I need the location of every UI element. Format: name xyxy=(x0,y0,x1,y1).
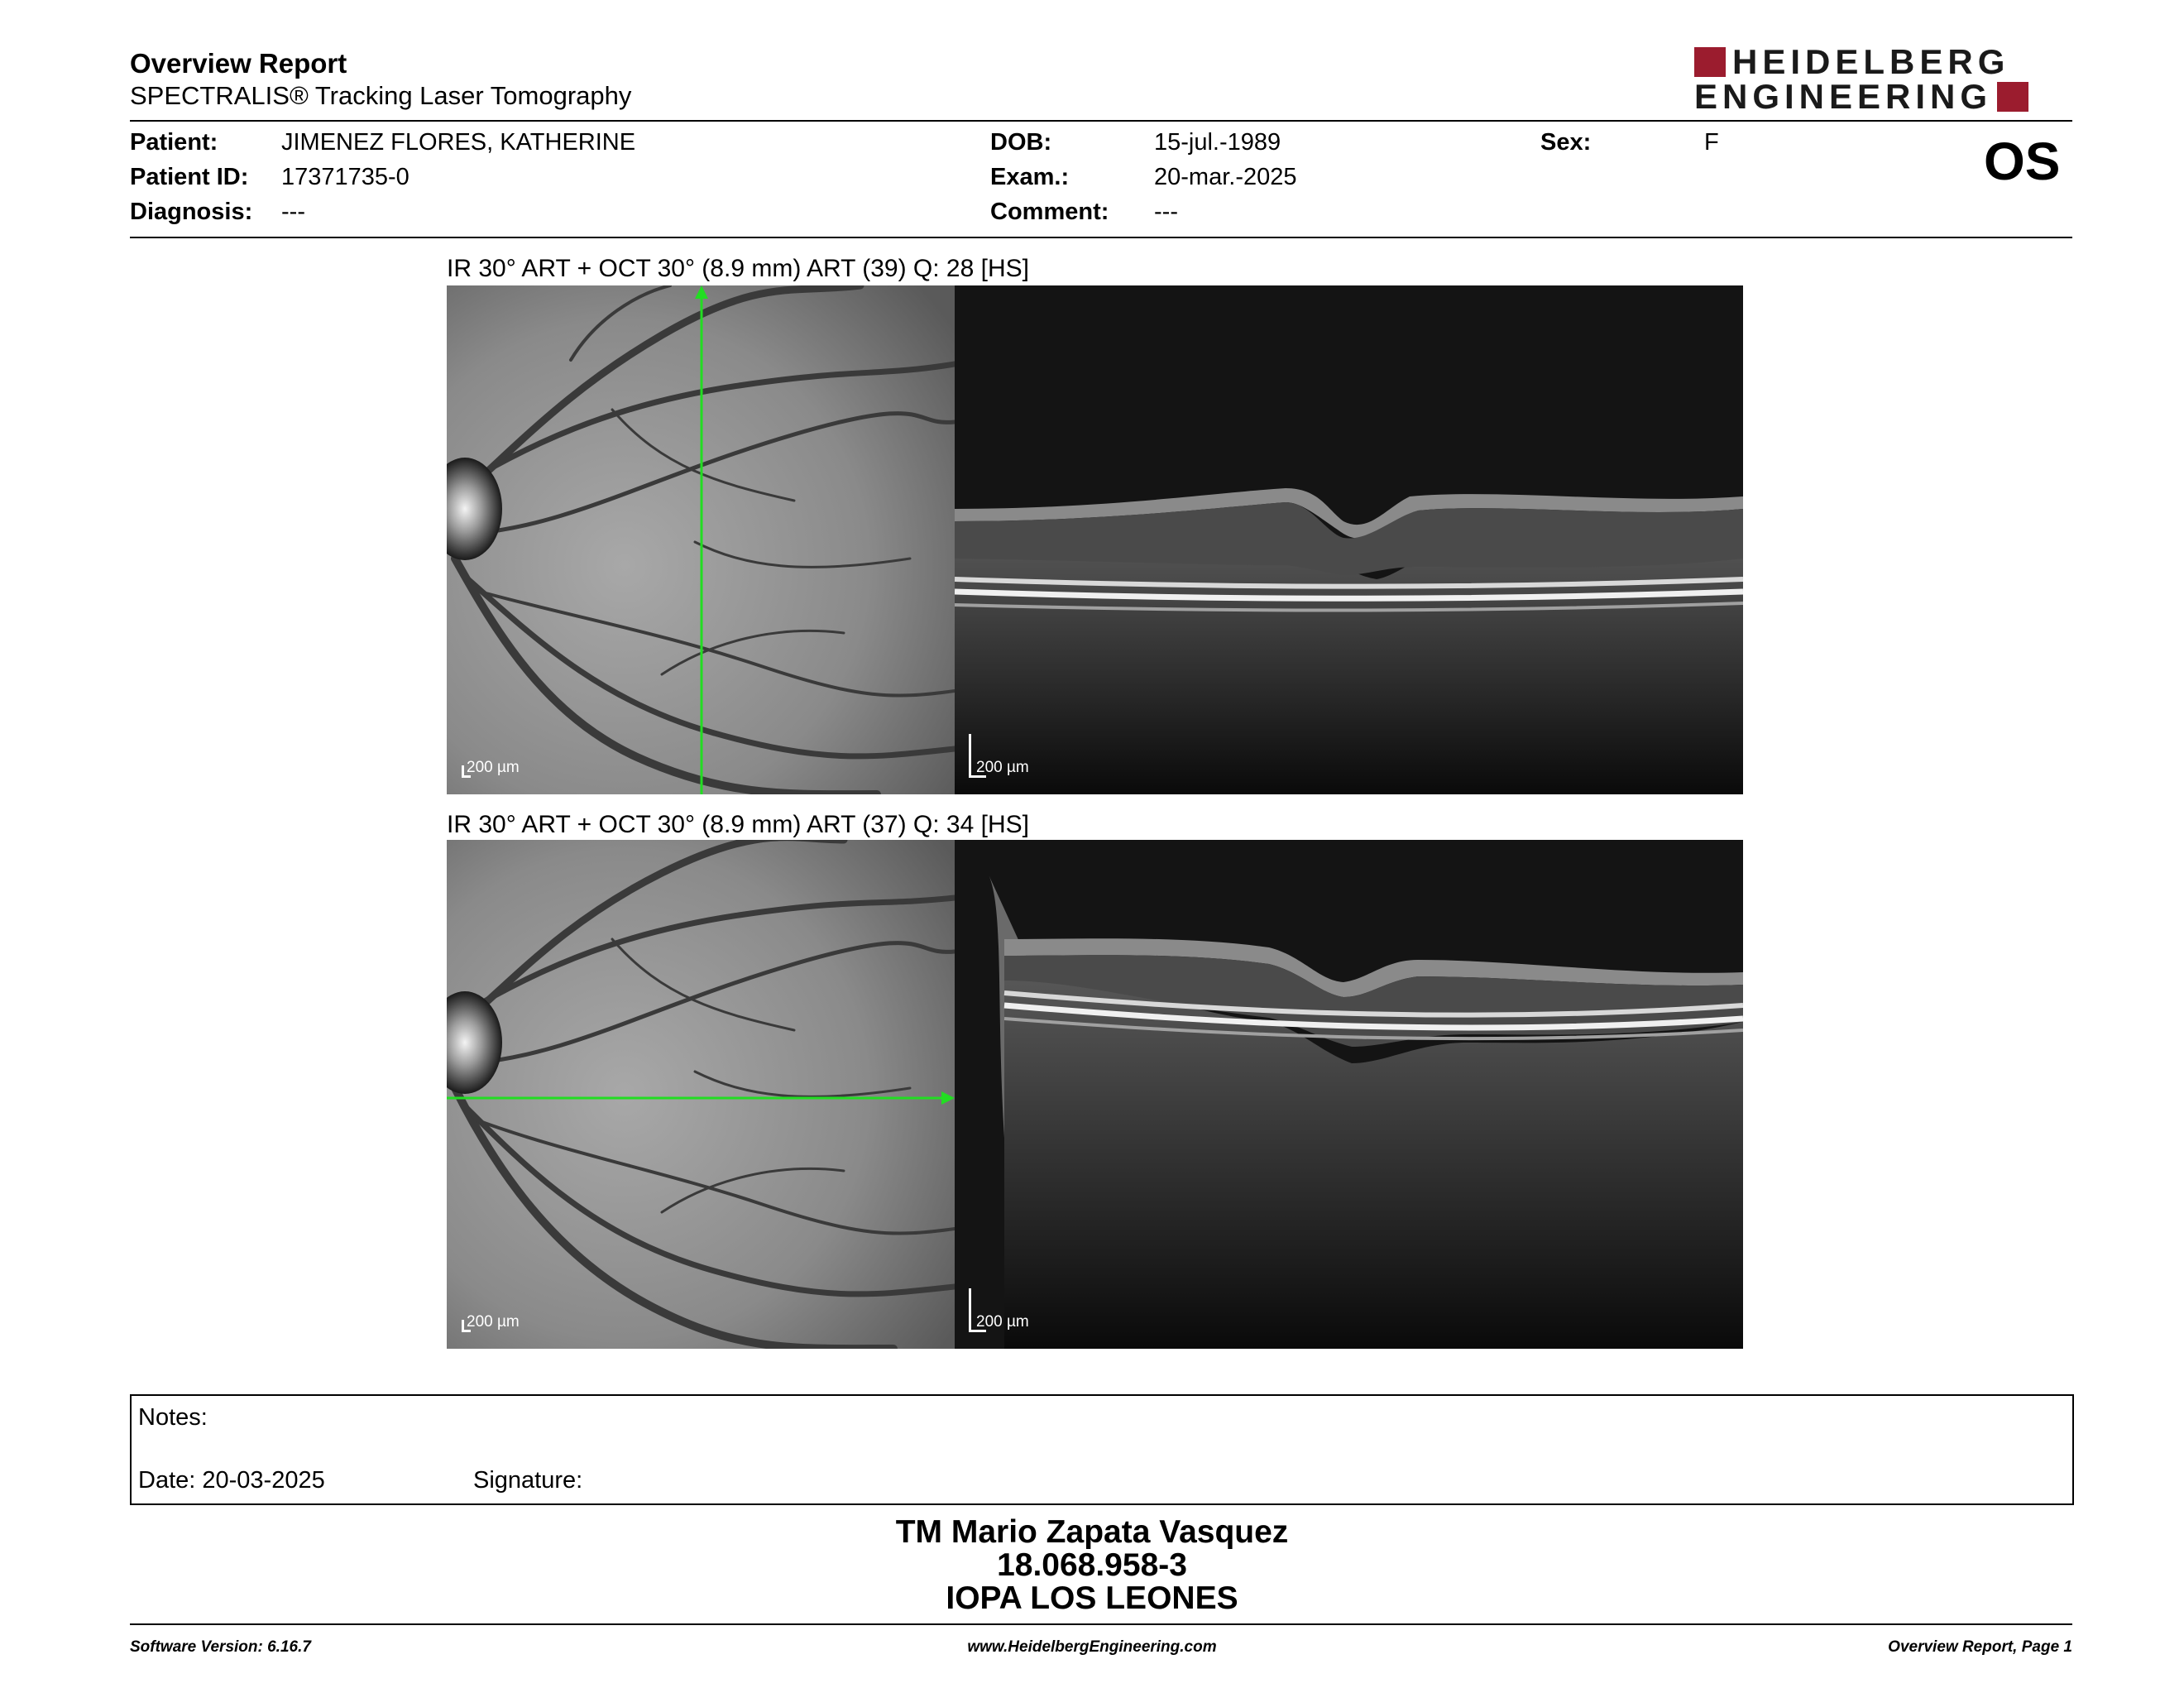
scan2-oct-bscan[interactable] xyxy=(955,840,1743,1349)
sex-label: Sex: xyxy=(1540,129,1592,156)
exam-label: Exam.: xyxy=(990,164,1070,190)
report-subtitle: SPECTRALIS® Tracking Laser Tomography xyxy=(130,81,632,110)
comment-label: Comment: xyxy=(990,199,1109,225)
info-divider xyxy=(130,237,2072,238)
header-divider xyxy=(130,120,2072,122)
report-title: Overview Report xyxy=(130,48,347,79)
logo-block-right xyxy=(1997,82,2028,112)
heidelberg-logo xyxy=(1694,42,2072,116)
scan2-title: IR 30° ART + OCT 30° (8.9 mm) ART (37) Q: 34 [HS] xyxy=(447,811,1029,838)
logo-line2: ENGINEERING xyxy=(1694,77,1993,116)
scan1-title: IR 30° ART + OCT 30° (8.9 mm) ART (39) Q: 28 [HS] xyxy=(447,255,1029,282)
dob-value: 15-jul.-1989 xyxy=(1154,129,1281,156)
notes-label: Notes: xyxy=(138,1404,208,1431)
comment-value: --- xyxy=(1154,199,1178,225)
signature-rut: 18.068.958-3 xyxy=(997,1547,1187,1583)
scan1-oct-scale: 200 µm xyxy=(976,759,1029,776)
dob-label: DOB: xyxy=(990,129,1052,156)
footer-divider xyxy=(130,1623,2072,1625)
patient-name: JIMENEZ FLORES, KATHERINE xyxy=(281,129,636,156)
date-label: Date: 20-03-2025 xyxy=(138,1467,325,1494)
scan1-fundus-image[interactable] xyxy=(447,285,955,794)
exam-value: 20-mar.-2025 xyxy=(1154,164,1297,190)
signature-label: Signature: xyxy=(473,1467,583,1494)
notes-box[interactable] xyxy=(130,1394,2074,1505)
eye-indicator: OS xyxy=(1984,132,2061,191)
logo-block-left xyxy=(1694,47,1726,77)
diagnosis-label: Diagnosis: xyxy=(130,199,253,225)
software-version: Software Version: 6.16.7 xyxy=(130,1638,311,1656)
signature-name: TM Mario Zapata Vasquez xyxy=(895,1514,1289,1550)
diagnosis-value: --- xyxy=(281,199,305,225)
scan1-fundus-scale: 200 µm xyxy=(467,759,520,776)
scan1-oct-bscan[interactable] xyxy=(955,285,1743,794)
website-link[interactable]: www.HeidelbergEngineering.com xyxy=(967,1638,1217,1656)
scan1-panel xyxy=(447,285,1743,794)
page-number: Overview Report, Page 1 xyxy=(1888,1638,2072,1656)
signature-institution: IOPA LOS LEONES xyxy=(946,1580,1238,1616)
scan2-fundus-image[interactable] xyxy=(447,840,955,1349)
scan2-panel xyxy=(447,840,1743,1349)
logo-line1: HEIDELBERG xyxy=(1732,42,2010,81)
scan2-oct-scale: 200 µm xyxy=(976,1313,1029,1331)
scan2-fundus-scale: 200 µm xyxy=(467,1313,520,1331)
patient-id: 17371735-0 xyxy=(281,164,410,190)
patient-id-label: Patient ID: xyxy=(130,164,249,190)
sex-value: F xyxy=(1704,129,1719,156)
patient-label: Patient: xyxy=(130,129,218,156)
